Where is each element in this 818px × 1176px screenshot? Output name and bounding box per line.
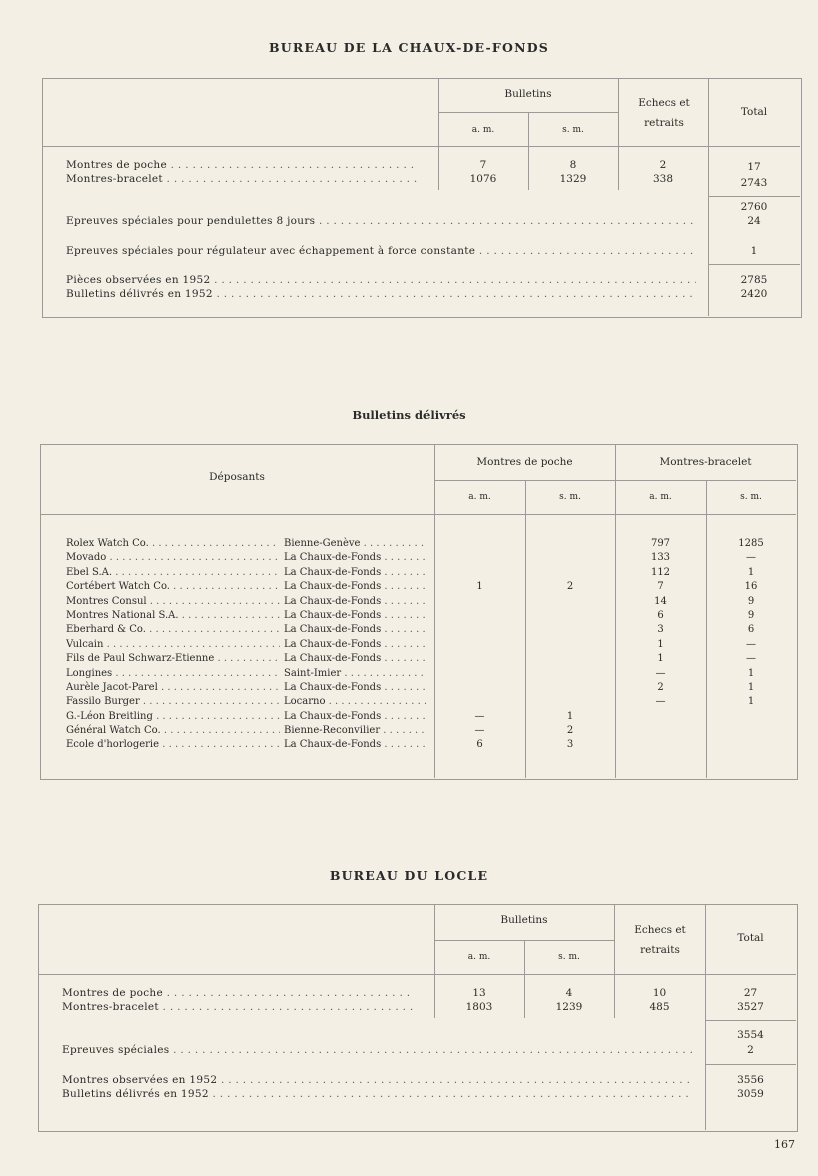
special-pendulettes-label: Epreuves spéciales pour pendulettes 8 jours . . . xyxy=(66,214,696,228)
deposant-name: Ebel S.A. . . . xyxy=(66,566,280,580)
deposant-names xyxy=(66,537,280,753)
cell xyxy=(525,551,615,565)
special-regulateur-label: Epreuves spéciales pour régulateur avec échappement à force constante . . . xyxy=(66,244,696,258)
special-total: 2 xyxy=(747,1044,754,1056)
cell xyxy=(434,638,525,652)
cell-total: 27 xyxy=(743,987,758,999)
deposant-place: Bienne-Reconvilier . . . xyxy=(284,724,426,738)
row-label-montres-bracelet: Montres-bracelet . . . xyxy=(66,172,418,186)
bulletins-delivres-title: Bulletins délivrés xyxy=(352,408,466,422)
cell: 7 xyxy=(657,581,664,593)
cell: 1 xyxy=(476,581,483,593)
cell: 1 xyxy=(747,566,755,578)
deposant-place: La Chaux-de-Fonds . . . xyxy=(284,580,426,594)
deposant-place: La Chaux-de-Fonds . . . xyxy=(284,595,426,609)
deposant-name: Rolex Watch Co. . . . xyxy=(66,537,280,551)
deposant-place: La Chaux-de-Fonds . . . xyxy=(284,638,426,652)
header-am: a. m. xyxy=(649,492,672,502)
cell: 1 xyxy=(657,653,664,665)
cell: — xyxy=(474,710,485,722)
divider xyxy=(705,1020,796,1021)
cell xyxy=(434,537,525,551)
cell: 1 xyxy=(657,638,664,650)
divider xyxy=(40,514,796,515)
cell-total: 3527 xyxy=(737,1001,764,1013)
cell xyxy=(615,724,706,738)
divider xyxy=(42,146,800,147)
poche-sm-column xyxy=(525,537,615,753)
page-number: 167 xyxy=(774,1138,795,1151)
cell-sm: 8 xyxy=(569,159,577,171)
summary-pieces-total: 2785 xyxy=(740,274,768,286)
deposant-place: Locarno . . . xyxy=(284,695,426,709)
cell: — xyxy=(746,638,756,650)
row-label-montres-de-poche: Montres de poche . . . xyxy=(62,986,414,1000)
header-deposants: Déposants xyxy=(209,471,265,483)
cell-echecs: 2 xyxy=(659,159,667,171)
cell xyxy=(434,667,525,681)
cell: 112 xyxy=(650,566,671,578)
cell xyxy=(525,638,615,652)
cell: 2 xyxy=(566,725,574,737)
summary-pieces-label: Pièces observées en 1952 . . . xyxy=(66,273,696,287)
cell xyxy=(525,595,615,609)
summary-montres-total: 3556 xyxy=(737,1074,764,1086)
cell-sm: 1329 xyxy=(559,173,587,185)
deposant-place: La Chaux-de-Fonds . . . xyxy=(284,551,426,565)
cell xyxy=(434,623,525,637)
cell: 133 xyxy=(650,552,671,564)
divider xyxy=(438,112,618,113)
subtotal: 3554 xyxy=(737,1029,764,1041)
cell: 797 xyxy=(650,538,671,549)
header-echecs: Echecs et retraits xyxy=(638,97,690,129)
deposant-place: La Chaux-de-Fonds . . . xyxy=(284,738,426,752)
cell: 6 xyxy=(747,624,755,636)
cell xyxy=(615,738,706,752)
subtotal: 2760 xyxy=(740,201,768,213)
cell-total: 2743 xyxy=(740,177,768,189)
cell xyxy=(525,609,615,623)
header-sm: s. m. xyxy=(562,125,584,135)
deposant-name: Cortébert Watch Co. . . . xyxy=(66,580,280,594)
header-echecs: Echecs et retraits xyxy=(634,924,686,956)
divider xyxy=(708,196,800,197)
summary-bulletins-label: Bulletins délivrés en 1952 . . . xyxy=(66,287,696,301)
header-am: a. m. xyxy=(471,125,495,135)
deposant-name: G.-Léon Breitling . . . xyxy=(66,710,280,724)
cell: 14 xyxy=(654,595,667,607)
cell xyxy=(525,652,615,666)
cell: 3 xyxy=(566,739,574,751)
cell xyxy=(525,681,615,695)
cell-echecs: 338 xyxy=(652,173,674,185)
cell-echecs: 10 xyxy=(652,987,667,999)
row-label-montres-de-poche: Montres de poche . . . xyxy=(66,158,418,172)
cell: — xyxy=(655,667,666,679)
summary-bulletins-total: 3059 xyxy=(737,1088,764,1100)
cell xyxy=(706,738,796,752)
deposant-place: La Chaux-de-Fonds . . . xyxy=(284,623,426,637)
cell: 1285 xyxy=(738,538,764,549)
cell xyxy=(525,667,615,681)
header-am: a. m. xyxy=(468,492,491,502)
deposant-name: Movado . . . xyxy=(66,551,280,565)
cell-sm: 4 xyxy=(565,987,573,999)
deposant-place: Saint-Imier . . . xyxy=(284,667,426,681)
poche-am-column xyxy=(434,537,525,753)
summary-montres-label: Montres observées en 1952 . . . xyxy=(62,1073,692,1087)
cell-echecs: 485 xyxy=(649,1001,670,1013)
cell xyxy=(525,566,615,580)
cell-am: 1076 xyxy=(469,173,497,185)
special-pendulettes-total: 24 xyxy=(747,215,761,227)
cell: 1 xyxy=(747,667,755,679)
cell: 3 xyxy=(657,624,664,636)
divider xyxy=(434,480,796,481)
header-montres-de-poche: Montres de poche xyxy=(476,456,573,468)
deposant-place: La Chaux-de-Fonds . . . xyxy=(284,566,426,580)
special-regulateur-total: 1 xyxy=(750,245,758,257)
divider xyxy=(434,940,614,941)
deposant-place: La Chaux-de-Fonds . . . xyxy=(284,681,426,695)
cell xyxy=(434,681,525,695)
header-montres-bracelet: Montres-bracelet xyxy=(659,456,752,468)
header-total: Total xyxy=(740,106,768,118)
divider xyxy=(705,1064,796,1065)
cell: 16 xyxy=(744,581,758,593)
deposant-name: Fils de Paul Schwarz-Etienne . . . xyxy=(66,652,280,666)
cell xyxy=(434,566,525,580)
cell xyxy=(615,710,706,724)
cell-am: 13 xyxy=(472,987,486,999)
cell: 9 xyxy=(747,609,755,621)
header-am: a. m. xyxy=(467,952,491,962)
deposant-name: Montres Consul . . . xyxy=(66,595,280,609)
bracelet-am-column xyxy=(615,537,706,753)
deposant-name: Montres National S.A. . . . xyxy=(66,609,280,623)
header-sm: s. m. xyxy=(559,492,581,502)
cell: — xyxy=(746,552,756,564)
cell-sm: 1239 xyxy=(555,1001,583,1013)
header-bulletins: Bulletins xyxy=(504,88,552,100)
cell: 6 xyxy=(476,739,483,751)
header-bulletins: Bulletins xyxy=(500,914,548,926)
header-total: Total xyxy=(737,932,764,944)
deposant-name: Vulcain . . . xyxy=(66,638,280,652)
cell: — xyxy=(655,696,666,708)
deposant-name: Eberhard & Co. . . . xyxy=(66,623,280,637)
cell: — xyxy=(474,725,485,737)
bracelet-sm-column xyxy=(706,537,796,753)
cell: 1 xyxy=(747,681,755,693)
cell-am: 7 xyxy=(479,159,487,171)
row-label-montres-bracelet: Montres-bracelet . . . xyxy=(62,1000,414,1014)
cell xyxy=(706,710,796,724)
deposant-place: Bienne-Genève . . . xyxy=(284,537,426,551)
deposant-name: Aurèle Jacot-Parel . . . xyxy=(66,681,280,695)
deposant-name: Longines . . . xyxy=(66,667,280,681)
cell: 1 xyxy=(747,696,755,708)
cell: 2 xyxy=(566,581,574,593)
bureau-locle-title: BUREAU DU LOCLE xyxy=(329,868,489,883)
deposant-place: La Chaux-de-Fonds . . . xyxy=(284,609,426,623)
summary-bulletins-total: 2420 xyxy=(740,288,768,300)
cell xyxy=(434,595,525,609)
header-sm: s. m. xyxy=(558,952,580,962)
divider xyxy=(708,264,800,265)
cell: 6 xyxy=(657,609,664,621)
special-label: Epreuves spéciales . . . xyxy=(62,1043,692,1057)
cell xyxy=(706,724,796,738)
deposant-place: La Chaux-de-Fonds . . . xyxy=(284,652,426,666)
header-sm: s. m. xyxy=(740,492,762,502)
cell xyxy=(434,551,525,565)
cell-total: 17 xyxy=(747,161,761,173)
cell xyxy=(434,652,525,666)
deposant-name: Fassilo Burger . . . xyxy=(66,695,280,709)
cell xyxy=(525,623,615,637)
divider xyxy=(38,974,796,975)
cell: — xyxy=(746,653,756,665)
cell: 2 xyxy=(657,681,664,693)
summary-bulletins-label: Bulletins délivrés en 1952 . . . xyxy=(62,1087,692,1101)
deposant-place: La Chaux-de-Fonds . . . xyxy=(284,710,426,724)
cell xyxy=(525,537,615,551)
cell: 1 xyxy=(566,710,574,722)
deposant-places xyxy=(284,537,426,753)
bureau-chaux-de-fonds-title: BUREAU DE LA CHAUX-DE-FONDS xyxy=(269,40,549,55)
cell xyxy=(434,695,525,709)
cell: 9 xyxy=(747,595,755,607)
deposant-name: Général Watch Co. . . . xyxy=(66,724,280,738)
cell-am: 1803 xyxy=(465,1001,493,1013)
cell xyxy=(525,695,615,709)
cell xyxy=(434,609,525,623)
deposant-name: Ecole d'horlogerie . . . xyxy=(66,738,280,752)
